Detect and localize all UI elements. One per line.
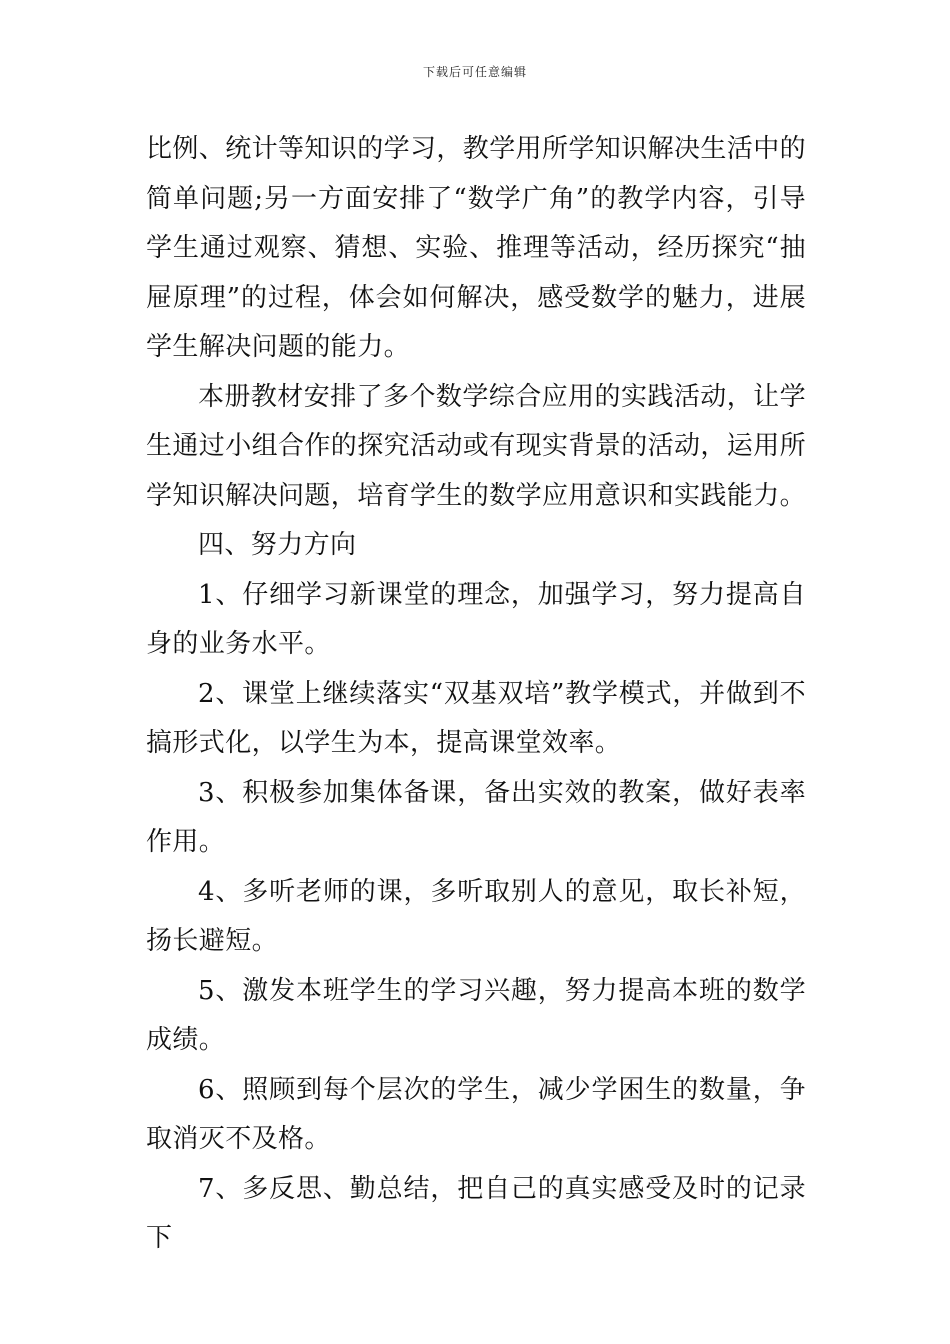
document-body (146, 125, 806, 1264)
paragraph-continued: 比例、统计等知识的学习，教学用所学知识解决生活中的简单问题;另一方面安排了“数学广角”的教学内容，引导学生通过观察、猜想、实验、推理等活动，经历探究“抽屉原理”的过程，体会如何解决，感受数学的魅力，进展学生解决问题的能力。 (146, 134, 807, 362)
section-heading: 四、努力方向 (198, 530, 357, 560)
list-item-1: 1、仔细学习新课堂的理念，加强学习，努力提高自身的业务水平。 (146, 579, 806, 659)
paragraph-practice-activities: 本册教材安排了多个数学综合应用的实践活动，让学生通过小组合作的探究活动或有现实背景的活动，运用所学知识解决问题，培育学生的数学应用意识和实践能力。 (146, 381, 807, 511)
list-item-5: 5、激发本班学生的学习兴趣，努力提高本班的数学成绩。 (146, 975, 806, 1055)
list-item-7: 7、多反思、勤总结，把自己的真实感受及时的记录下 (146, 1173, 806, 1253)
list-item-6: 6、照顾到每个层次的学生，减少学困生的数量，争取消灭不及格。 (146, 1074, 806, 1154)
header-note: 下载后可任意编辑 (422, 65, 527, 79)
list-item-4: 4、多听老师的课，多听取别人的意见，取长补短，扬长避短。 (146, 876, 806, 956)
list-item-2: 2、课堂上继续落实“双基双培”教学模式，并做到不搞形式化，以学生为本，提高课堂效率。 (146, 678, 806, 758)
list-item-3: 3、积极参加集体备课，备出实效的教案，做好表率作用。 (146, 777, 806, 857)
